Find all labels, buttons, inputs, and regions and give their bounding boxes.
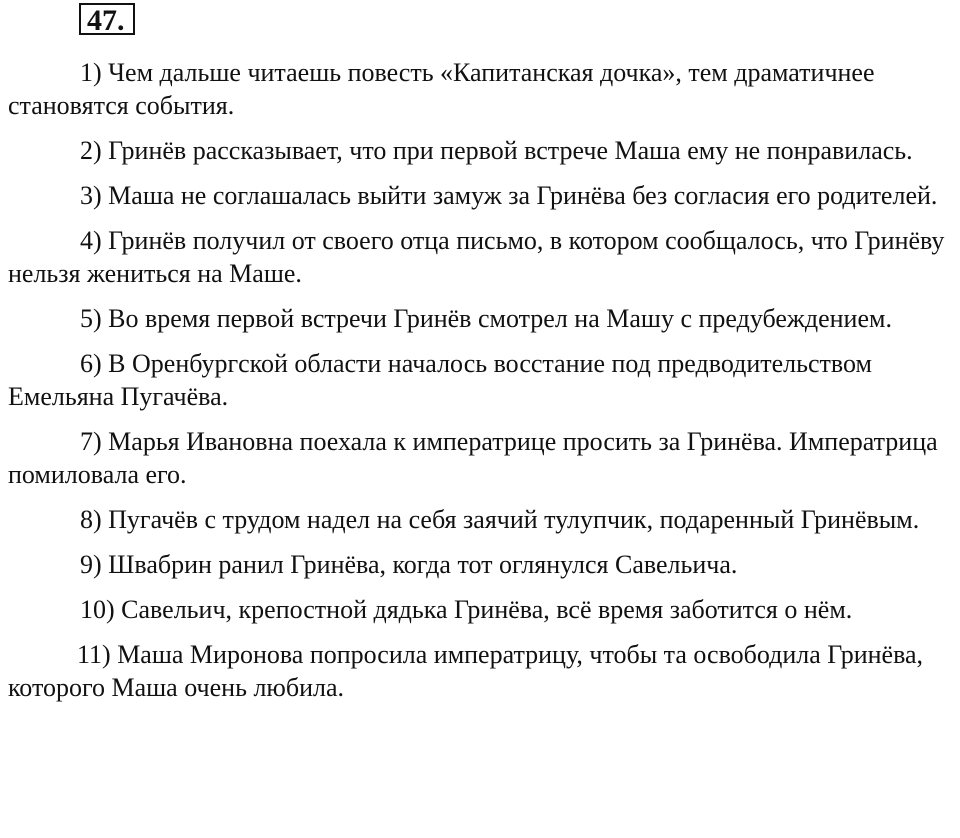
statement-item-10: 10) Савельич, крепостной дядька Гринёва, всё время заботится о нём. [80,595,853,624]
statement-item-6: 6) В Оренбургской области началось восстание под предводительством Емельяна Пугачёва. [8,349,872,411]
statement-item-1: 1) Чем дальше читаешь повесть «Капитанская дочка», тем драматичнее становятся события. [8,58,875,120]
statement-item-2: 2) Гринёв рассказывает, что при первой встрече Маша ему не понравилась. [80,136,913,165]
statement-item-11: 11) Маша Миронова попросила императрицу, чтобы та освободила Гринёва, которого Маша очень любила. [8,640,924,702]
statement-item-4: 4) Гринёв получил от своего отца письмо, в котором сообщалось, что Гринёву нельзя жениться на Маше. [8,226,945,288]
statement-item-8: 8) Пугачёв с трудом надел на себя заячий тулупчик, подаренный Гринёвым. [80,505,920,534]
statement-list [8,56,958,716]
statement-item-7: 7) Марья Ивановна поехала к императрице просить за Гринёва. Императрица помиловала его. [8,427,938,489]
task-number-box: 47. [79,3,135,35]
statement-item-5: 5) Во время первой встречи Гринёв смотрел на Машу с предубеждением. [80,304,892,333]
statement-item-9: 9) Швабрин ранил Гринёва, когда тот оглянулся Савельича. [80,550,738,579]
statement-item-3: 3) Маша не соглашалась выйти замуж за Гринёва без согласия его родителей. [80,181,938,210]
